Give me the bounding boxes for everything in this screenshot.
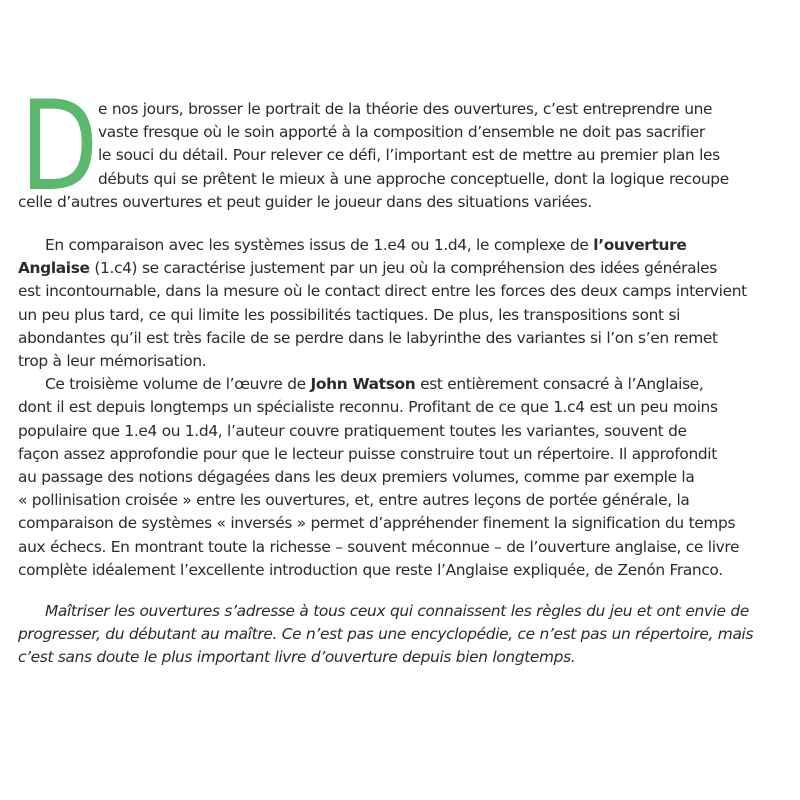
text-span: Ce troisième volume de l’œuvre de [45, 375, 311, 394]
text-line: est incontournable, dans la mesure où le contact direct entre les forces des deux camps intervient [18, 282, 747, 301]
text-line [18, 234, 788, 257]
text-line: e nos jours, brosser le portrait de la théorie des ouvertures, c’est entreprendre une [98, 100, 713, 118]
author-paragraph [18, 373, 788, 582]
text-line: c’est sans doute le plus important livre d’ouverture depuis bien longtemps. [18, 648, 576, 667]
text-span: est entièrement consacré à l’Anglaise, [415, 375, 704, 394]
text-line: dont il est depuis longtemps un spécialiste reconnu. Profitant de ce que 1.c4 est un peu moins [18, 398, 718, 417]
text-line: Maîtriser les ouvertures s’adresse à tous ceux qui connaissent les règles du jeu et ont envie de [45, 602, 749, 621]
text-line: débuts qui se prêtent le mieux à une approche conceptuelle, dont la logique recoupe [98, 169, 729, 188]
text-line: façon assez approfondie pour que le lecteur puisse construire tout un répertoire. Il approfondit [18, 444, 717, 463]
closing-italic-paragraph [18, 600, 788, 670]
text-line: aux échecs. En montrant toute la richesse – souvent méconnue – de l’ouverture anglaise, ce livre [18, 537, 740, 556]
text-line: complète idéalement l’excellente introduction que reste l’Anglaise expliquée, de Zenón Franco. [18, 560, 723, 579]
emphasis-opening-name: l’ouverture [593, 236, 687, 254]
intro-paragraph [18, 75, 788, 219]
text-line: au passage des notions dégagées dans les deux premiers volumes, comme par exemple la [18, 468, 695, 487]
book-description-page [18, 75, 788, 670]
text-span: En comparaison avec les systèmes issus de 1.e4 ou 1.d4, le complexe de [45, 236, 594, 254]
text-line: le souci du détail. Pour relever ce défi, l’important est de mettre au premier plan les [98, 146, 720, 165]
text-line: trop à leur mémorisation. [18, 352, 207, 371]
text-line [18, 373, 788, 396]
text-line: populaire que 1.e4 ou 1.d4, l’auteur couvre pratiquement toutes les variantes, souvent de [18, 421, 687, 440]
text-span: (1.c4) se caractérise justement par un jeu où la compréhension des idées générales [89, 259, 717, 278]
text-line: « pollinisation croisée » entre les ouvertures, et, entre autres leçons de portée générale, la [18, 491, 690, 510]
text-line: comparaison de systèmes « inversés » permet d’appréhender finement la signification du temps [18, 514, 736, 533]
text-line [18, 257, 788, 280]
text-line: abondantes qu’il est très facile de se perdre dans le labyrinthe des variantes si l’on s’en remet [18, 328, 718, 347]
text-line: un peu plus tard, ce qui limite les possibilités tactiques. De plus, les transpositions sont si [18, 305, 681, 324]
text-line: progresser, du débutant au maître. Ce n’est pas une encyclopédie, ce n’est pas un répertoire, mais [18, 625, 754, 644]
text-line: celle d’autres ouvertures et peut guider le joueur dans des situations variées. [18, 192, 592, 211]
emphasis-opening-name: Anglaise [18, 259, 90, 278]
text-line: vaste fresque où le soin apporté à la composition d’ensemble ne doit pas sacrifier [98, 123, 705, 142]
emphasis-author-name: John Watson [310, 375, 416, 394]
drop-cap-letter: D [20, 75, 99, 219]
english-opening-paragraph [18, 234, 788, 373]
